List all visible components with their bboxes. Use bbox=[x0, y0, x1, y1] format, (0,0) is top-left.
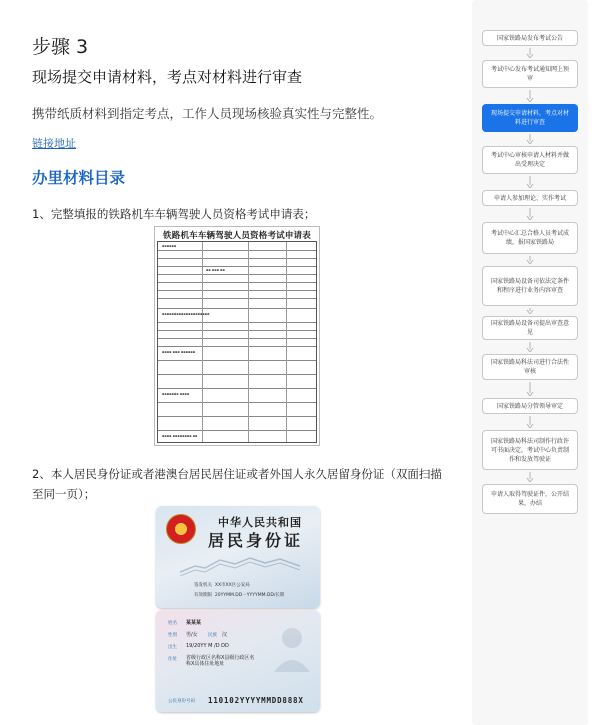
flow-node: 考试中心汇总合格人员考试成绩，报国家铁路局 bbox=[482, 222, 578, 254]
national-emblem-icon bbox=[166, 514, 196, 544]
flow-node: 国家铁路局科法司制作行政许可书面决定，考试中心负责制作和发放驾驶证 bbox=[482, 430, 578, 470]
card-country: 中华人民共和国 bbox=[218, 516, 302, 529]
ethnicity-value: 汉 bbox=[222, 632, 228, 638]
link-address[interactable]: 链接地址 bbox=[32, 137, 76, 150]
flow-arrow-icon bbox=[525, 134, 535, 144]
step-subtitle: 现场提交申请材料，考点对材料进行审查 bbox=[32, 68, 303, 86]
flow-arrow-icon bbox=[525, 90, 535, 102]
flow-node: 考试中心发布考试通知网上预审 bbox=[482, 60, 578, 88]
flow-node: 国家铁路局分管领导审定 bbox=[482, 398, 578, 414]
step-description: 携带纸质材料到指定考点，工作人员现场核验真实性与完整性。 bbox=[32, 106, 383, 121]
flow-arrow-icon bbox=[525, 208, 535, 220]
sex-label: 性别 bbox=[168, 633, 177, 638]
flow-arrow-icon bbox=[525, 176, 535, 188]
address-value: 省级行政区名称X县级行政区名称X具体住址地址 bbox=[186, 655, 255, 667]
address-label: 住址 bbox=[168, 657, 177, 662]
birth-value: 19/20YY M /D DD bbox=[186, 643, 229, 649]
flow-node: 国家铁路局设备司依法定条件和程序进行业务内容审查 bbox=[482, 266, 578, 306]
flow-node: 国家铁路局设备司提出审查意见 bbox=[482, 316, 578, 340]
flow-node: 申请人取得驾驶证件，公开结果，办结 bbox=[482, 484, 578, 514]
flow-node: 现场提交申请材料，考点对材料进行审查 bbox=[482, 104, 578, 132]
flow-arrow-icon bbox=[525, 382, 535, 396]
form-title: 铁路机车车辆驾驶人员资格考试申请表 bbox=[163, 231, 311, 241]
flow-arrow-icon bbox=[525, 472, 535, 482]
materials-title: 办里材料目录 bbox=[32, 169, 126, 187]
flow-node: 申请人参加理论、实作考试 bbox=[482, 190, 578, 206]
id-card-front bbox=[156, 506, 320, 608]
application-form-image bbox=[154, 226, 320, 446]
material-item-2: 2、本人居民身份证或者港澳台居民居住证或者外国人永久居留身份证（双面扫描至同一页）； bbox=[32, 467, 442, 501]
birth-label: 出生 bbox=[168, 645, 177, 650]
flow-arrow-icon bbox=[525, 48, 535, 58]
name-value: 某某某 bbox=[186, 620, 202, 626]
flow-arrow-icon bbox=[525, 308, 535, 314]
great-wall-icon bbox=[180, 554, 300, 576]
card-validity: 有效期限 20YYMM.DD－YYYYMM.DD/长期 bbox=[194, 593, 285, 598]
ethnicity-label: 民族 bbox=[208, 633, 217, 638]
id-number: 110102YYYYMMDD888X bbox=[208, 696, 304, 705]
flow-node: 国家铁路局科法司进行合法性审核 bbox=[482, 354, 578, 380]
card-authority: 签发机关 XX市XX区公安局 bbox=[194, 583, 250, 588]
name-label: 姓名 bbox=[168, 621, 177, 626]
flow-node: 国家铁路局发布考试公告 bbox=[482, 30, 578, 46]
flow-arrow-icon bbox=[525, 342, 535, 352]
process-flowchart bbox=[472, 0, 588, 725]
card-name: 居民身份证 bbox=[208, 531, 304, 550]
form-grid: ▪▪▪▪▪▪ ▪▪ ▪▪▪ ▪▪ ▪▪▪▪▪▪▪▪▪▪▪▪▪▪▪▪▪▪▪▪ ▪▪▪▪ ▪▪▪ ▪▪▪▪▪▪ ▪▪▪▪▪▪▪ ▪▪▪▪ ▪▪▪▪ ▪▪▪▪▪▪▪▪ ▪▪ bbox=[157, 241, 317, 443]
flow-arrow-icon bbox=[525, 416, 535, 428]
step-title: 步骤 3 bbox=[32, 36, 89, 58]
id-number-label: 公民身份号码 bbox=[168, 699, 195, 704]
flow-arrow-icon bbox=[525, 256, 535, 264]
material-item-1: 1、完整填报的铁路机车车辆驾驶人员资格考试申请表； bbox=[32, 207, 316, 221]
sex-value: 男/女 bbox=[186, 632, 198, 638]
id-card-back bbox=[156, 610, 320, 712]
portrait-placeholder-icon bbox=[272, 620, 312, 672]
flow-node: 考试中心审核申请人材料并做出受理决定 bbox=[482, 146, 578, 174]
